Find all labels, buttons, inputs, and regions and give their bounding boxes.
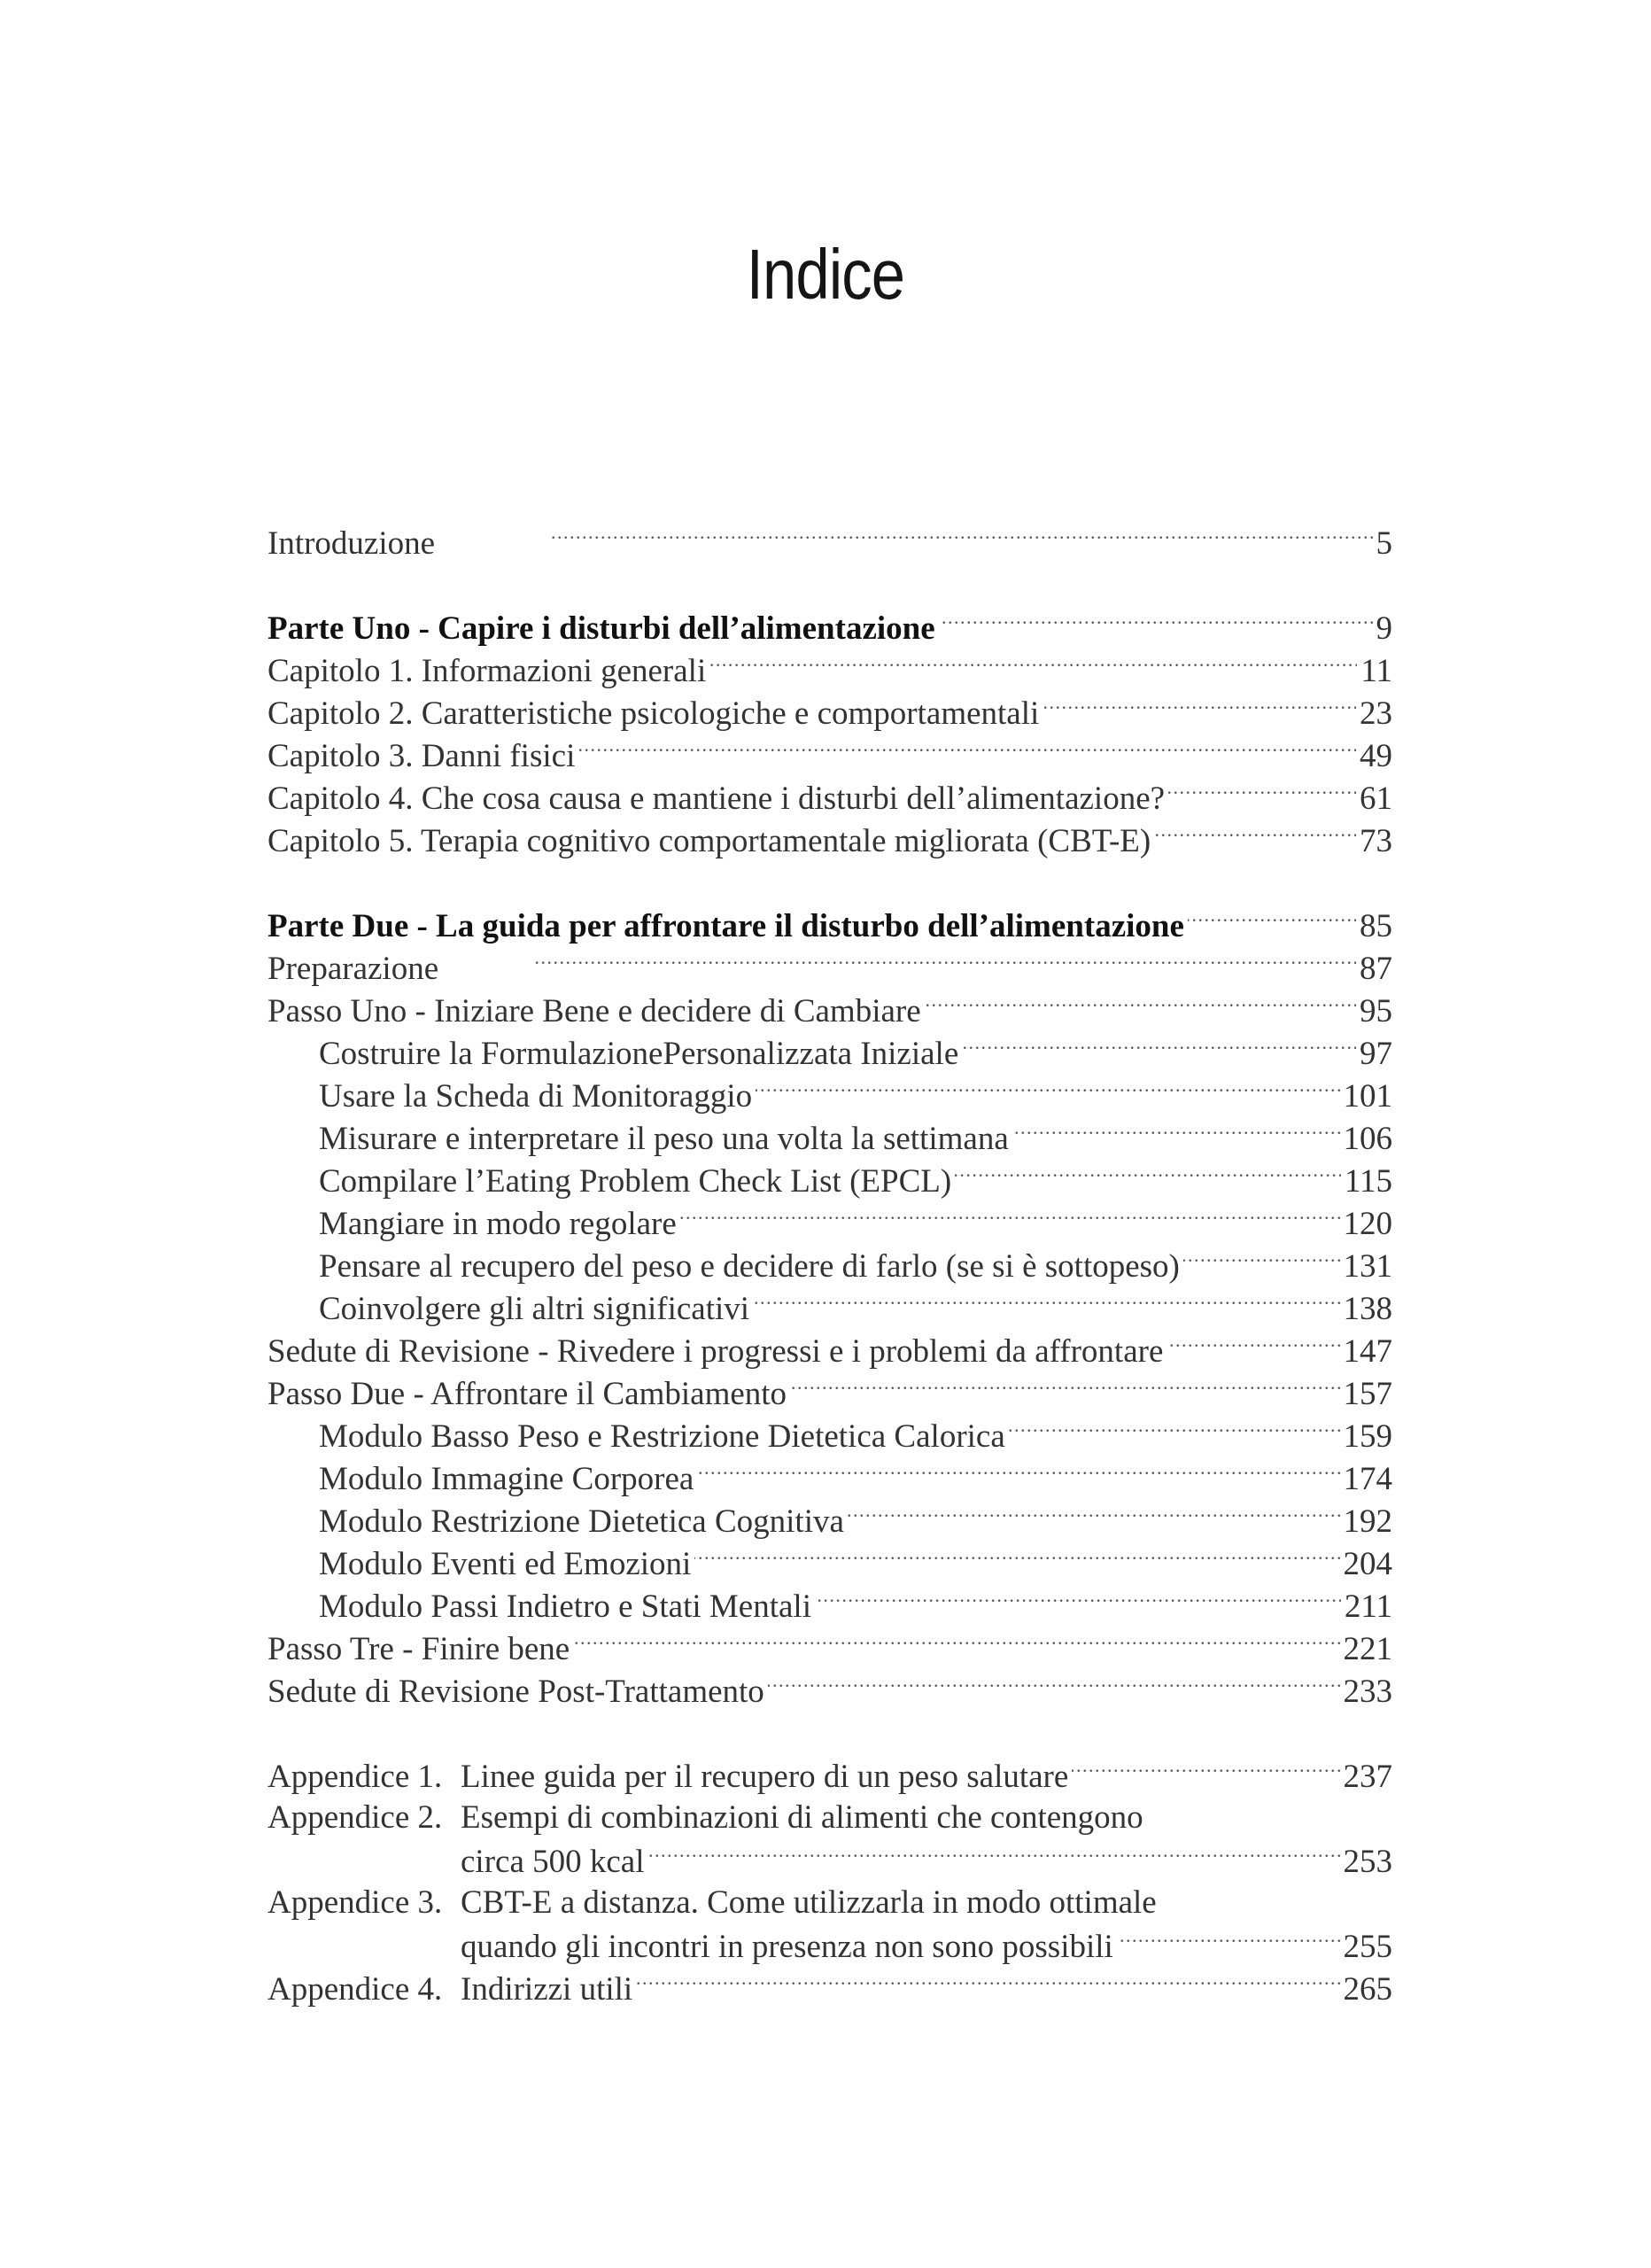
toc-page-number: 138 xyxy=(1343,1291,1392,1327)
toc-label: Pensare al recupero del peso e decidere di farlo (se si è sottopeso) xyxy=(319,1248,1180,1285)
toc-subentry[interactable] xyxy=(267,1116,1392,1159)
toc-label: Passo Due - Affrontare il Cambiamento xyxy=(267,1376,787,1412)
dot-leader xyxy=(939,606,1373,639)
toc-subentry[interactable] xyxy=(267,1499,1392,1542)
toc-label: quando gli incontri in presenza non sono possibili xyxy=(461,1929,1113,1965)
toc-appendix-2[interactable] xyxy=(267,1797,1392,1839)
toc-subentry[interactable] xyxy=(267,1201,1392,1244)
dot-leader xyxy=(636,1967,1339,2000)
toc-entry-sedute-revisione[interactable] xyxy=(267,1329,1392,1371)
appendix-number: Appendice 2. xyxy=(267,1799,443,1836)
toc-entry-passo-uno[interactable] xyxy=(267,989,1392,1031)
dot-leader xyxy=(1154,819,1356,851)
appendix-body xyxy=(461,1797,1392,1839)
toc-page-number: 23 xyxy=(1360,695,1392,732)
toc-label: Linee guida per il recupero di un peso salutare xyxy=(461,1759,1069,1795)
toc-label: Sedute di Revisione Post-Trattamento xyxy=(267,1674,764,1710)
toc-subentry[interactable] xyxy=(267,1584,1392,1627)
toc-subentry[interactable] xyxy=(267,1456,1392,1499)
dot-leader xyxy=(438,521,1372,554)
toc-label: Modulo Eventi ed Emozioni xyxy=(319,1546,692,1582)
toc-label: CBT-E a distanza. Come utilizzarla in modo ottimale xyxy=(461,1884,1157,1921)
dot-leader xyxy=(680,1201,1340,1234)
toc-page-number: 49 xyxy=(1360,738,1392,774)
toc-part-heading-2[interactable] xyxy=(267,904,1392,946)
dot-leader xyxy=(442,946,1356,979)
page-title: Indice xyxy=(746,235,905,314)
toc-chapter-5[interactable] xyxy=(267,819,1392,861)
toc-page-number: 233 xyxy=(1343,1674,1392,1710)
dot-leader xyxy=(1188,904,1356,936)
toc-label: Mangiare in modo regolare xyxy=(319,1206,677,1242)
dot-leader xyxy=(1183,1244,1340,1277)
dot-leader xyxy=(925,989,1356,1021)
toc-page-number: 265 xyxy=(1343,1971,1392,2008)
toc-label: Compilare l’Eating Problem Check List (EPCL) xyxy=(319,1163,952,1200)
toc-page-number: 157 xyxy=(1343,1376,1392,1412)
toc-label: circa 500 kcal xyxy=(461,1844,645,1880)
toc-label: Coinvolgere gli altri significativi xyxy=(319,1291,750,1327)
toc-page-number: 5 xyxy=(1376,525,1392,562)
toc-entry-passo-tre[interactable] xyxy=(267,1627,1392,1669)
dot-leader xyxy=(848,1499,1340,1532)
toc-page-number: 253 xyxy=(1343,1844,1392,1880)
toc-subentry[interactable] xyxy=(267,1159,1392,1201)
toc-part-heading-1[interactable] xyxy=(267,606,1392,649)
toc-page-number: 255 xyxy=(1343,1929,1392,1965)
dot-leader xyxy=(815,1584,1341,1617)
toc-subentry[interactable] xyxy=(267,1244,1392,1286)
toc-page-number: 87 xyxy=(1360,951,1392,987)
toc-page-number: 174 xyxy=(1343,1461,1392,1497)
toc-label: Parte Uno - Capire i disturbi dell’alimentazione xyxy=(267,610,935,647)
toc-label: Preparazione xyxy=(267,951,439,987)
toc-label: Passo Tre - Finire bene xyxy=(267,1631,570,1667)
dot-leader xyxy=(1043,691,1356,724)
toc-label: Sedute di Revisione - Rivedere i progressi e i problemi da affrontare xyxy=(267,1333,1164,1370)
toc-label: Modulo Restrizione Dietetica Cognitiva xyxy=(319,1503,844,1540)
toc-label: Capitolo 1. Informazioni generali xyxy=(267,653,707,689)
toc-page-number: 204 xyxy=(1343,1546,1392,1582)
spacer xyxy=(267,1712,1392,1754)
toc-label: Capitolo 3. Danni fisici xyxy=(267,738,576,774)
toc-label: Parte Due - La guida per affrontare il disturbo dell’alimentazione xyxy=(267,908,1184,944)
toc-page-number: 221 xyxy=(1343,1631,1392,1667)
dot-leader xyxy=(756,1074,1339,1107)
dot-leader xyxy=(768,1669,1340,1702)
dot-leader xyxy=(955,1159,1341,1192)
toc-subentry[interactable] xyxy=(267,1542,1392,1584)
toc-page-number: 95 xyxy=(1360,993,1392,1029)
toc-entry-passo-due[interactable] xyxy=(267,1371,1392,1414)
toc-label: Modulo Passi Indietro e Stati Mentali xyxy=(319,1588,811,1625)
toc-label: Usare la Scheda di Monitoraggio xyxy=(319,1078,753,1115)
dot-leader xyxy=(648,1839,1340,1872)
toc-appendix-4[interactable] xyxy=(267,1967,1392,2009)
toc-subentry[interactable] xyxy=(267,1286,1392,1329)
dot-leader xyxy=(962,1031,1356,1064)
appendix-number: Appendice 3. xyxy=(267,1884,443,1921)
toc-page-number: 120 xyxy=(1343,1206,1392,1242)
dot-leader xyxy=(694,1542,1339,1574)
toc-label: Misurare e interpretare il peso una volta la settimana xyxy=(319,1121,1009,1157)
toc-label: Modulo Basso Peso e Restrizione Dietetica Calorica xyxy=(319,1418,1005,1455)
toc-entry-post-trattamento[interactable] xyxy=(267,1669,1392,1712)
toc-chapter-4[interactable] xyxy=(267,776,1392,819)
toc-appendix-2-continuation[interactable] xyxy=(267,1839,1392,1882)
dot-leader xyxy=(1072,1754,1339,1787)
toc-label: Passo Uno - Iniziare Bene e decidere di Cambiare xyxy=(267,993,921,1029)
toc-appendix-3-continuation[interactable] xyxy=(267,1924,1392,1967)
appendix-body xyxy=(461,1967,1392,2011)
toc-label: Introduzione xyxy=(267,525,436,562)
toc-page-number: 97 xyxy=(1360,1036,1392,1072)
toc-appendix-1[interactable] xyxy=(267,1754,1392,1797)
appendix-body xyxy=(461,1924,1392,1969)
toc-subentry[interactable] xyxy=(267,1414,1392,1456)
toc-page-number: 106 xyxy=(1343,1121,1392,1157)
toc-page-number: 101 xyxy=(1343,1078,1392,1115)
dot-leader xyxy=(753,1286,1339,1319)
toc-label: Esempi di combinazioni di alimenti che contengono xyxy=(461,1799,1143,1836)
spacer xyxy=(267,861,1392,904)
dot-leader xyxy=(697,1456,1339,1489)
appendix-body xyxy=(461,1839,1392,1884)
toc-chapter-3[interactable] xyxy=(267,734,1392,776)
dot-leader xyxy=(1167,1329,1339,1362)
toc-chapter-2[interactable] xyxy=(267,691,1392,734)
toc-page-number: 9 xyxy=(1376,610,1392,647)
dot-leader xyxy=(1012,1116,1340,1149)
dot-leader xyxy=(790,1371,1339,1404)
toc-page-number: 159 xyxy=(1343,1418,1392,1455)
toc-label: Capitolo 4. Che cosa causa e mantiene i disturbi dell’alimentazione? xyxy=(267,781,1166,817)
toc-subentry[interactable] xyxy=(267,1074,1392,1116)
toc-entry-preparazione[interactable] xyxy=(267,946,1392,989)
toc-page-number: 85 xyxy=(1360,908,1392,944)
toc-label: Costruire la FormulazionePersonalizzata Iniziale xyxy=(319,1036,959,1072)
toc-label: Modulo Immagine Corporea xyxy=(319,1461,694,1497)
toc-page-number: 237 xyxy=(1343,1759,1392,1795)
toc-page-number: 11 xyxy=(1360,653,1392,689)
toc-subentry[interactable] xyxy=(267,1031,1392,1074)
toc-page-number: 192 xyxy=(1343,1503,1392,1540)
toc-page-number: 131 xyxy=(1343,1248,1392,1285)
toc-page-number: 211 xyxy=(1344,1588,1392,1625)
dot-leader xyxy=(578,734,1356,766)
toc-page-number: 115 xyxy=(1344,1163,1392,1200)
table-of-contents xyxy=(267,521,1392,2009)
dot-leader xyxy=(709,649,1357,681)
toc-page-number: 147 xyxy=(1343,1333,1392,1370)
toc-chapter-1[interactable] xyxy=(267,649,1392,691)
toc-page-number: 73 xyxy=(1360,823,1392,859)
appendix-body xyxy=(461,1754,1392,1798)
appendix-body xyxy=(461,1882,1392,1924)
dot-leader xyxy=(573,1627,1339,1659)
dot-leader xyxy=(1117,1924,1340,1957)
dot-leader xyxy=(1168,776,1356,809)
toc-label: Capitolo 5. Terapia cognitivo comportamentale migliorata (CBT-E) xyxy=(267,823,1151,859)
toc-label: Capitolo 2. Caratteristiche psicologiche e comportamentali xyxy=(267,695,1040,732)
toc-page-number: 61 xyxy=(1360,781,1392,817)
appendix-number: Appendice 1. xyxy=(267,1759,443,1795)
toc-label: Indirizzi utili xyxy=(461,1971,633,2008)
toc-appendix-3[interactable] xyxy=(267,1882,1392,1924)
toc-entry-introduzione[interactable] xyxy=(267,521,1392,563)
dot-leader xyxy=(1009,1414,1340,1447)
spacer xyxy=(267,563,1392,606)
appendix-number: Appendice 4. xyxy=(267,1971,443,2008)
